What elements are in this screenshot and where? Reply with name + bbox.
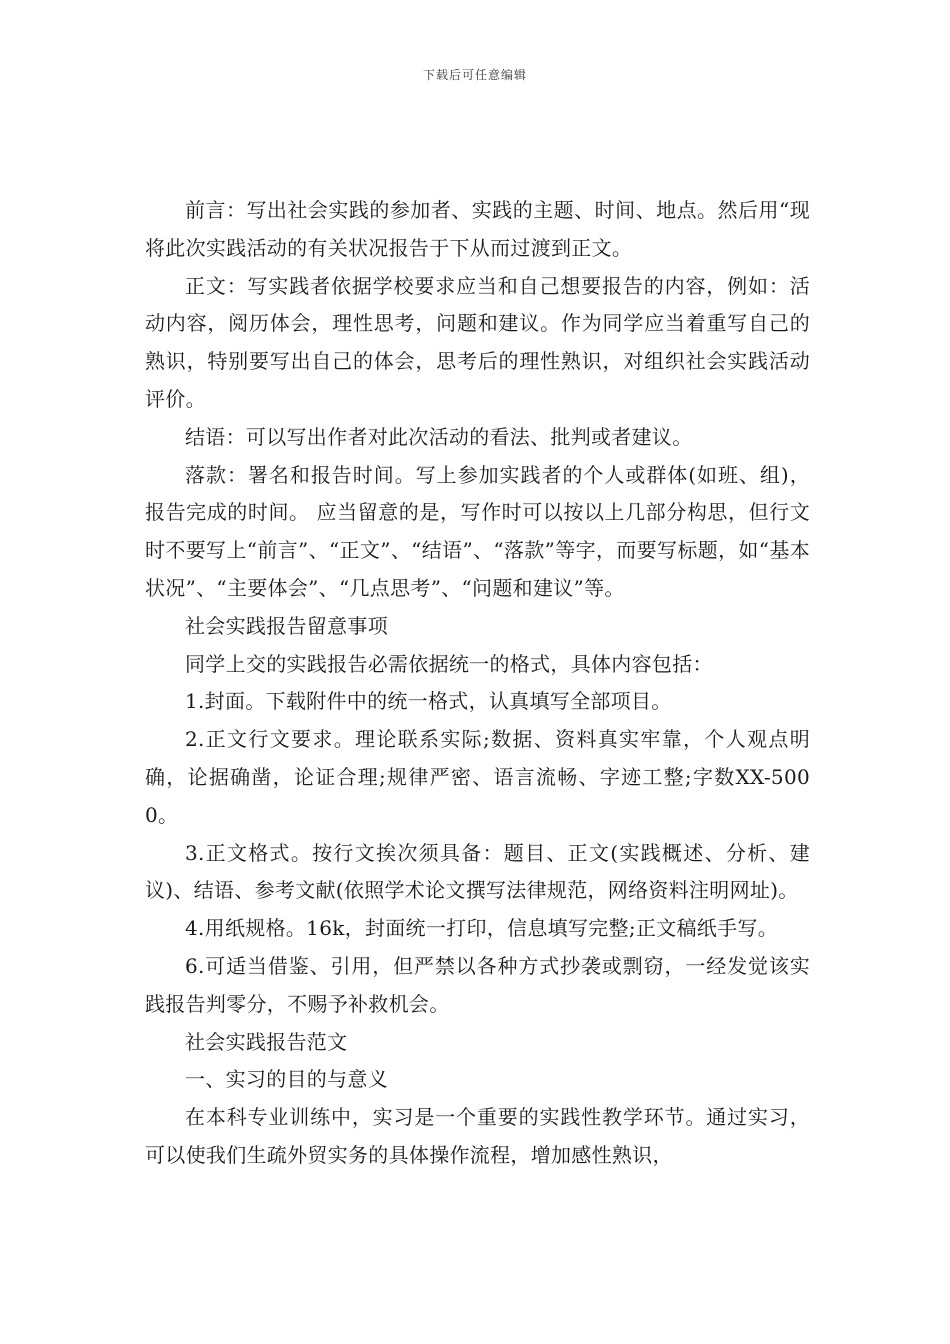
list-item-plagiarism: 6.可适当借鉴、引用，但严禁以各种方式抄袭或剽窃，一经发觉该实践报告判零分，不赐予补救机会。 bbox=[145, 953, 810, 1016]
list-item-cover: 1.封面。下载附件中的统一格式，认真填写全部项目。 bbox=[185, 689, 672, 714]
list-item-text-requirements: 2.正文行文要求。理论联系实际;数据、资料真实牢靠，个人观点明确，论据确凿，论证合理;规律严密、语言流畅、字迹工整;字数XX-5000。 bbox=[145, 727, 810, 827]
paragraph-body: 正文：写实践者依据学校要求应当和自己想要报告的内容，例如：活动内容，阅历体会，理性思考，问题和建议。作为同学应当着重写自己的熟识，特别要写出自己的体会，思考后的理性熟识，对组织社会实践活动评价。 bbox=[145, 273, 810, 411]
document-body bbox=[145, 192, 810, 1175]
section-heading-sample: 社会实践报告范文 bbox=[185, 1029, 348, 1054]
list-item-paper-size: 4.用纸规格。16k，封面统一打印，信息填写完整;正文稿纸手写。 bbox=[185, 916, 778, 941]
paragraph-purpose: 在本科专业训练中，实习是一个重要的实践性教学环节。通过实习，可以使我们生疏外贸实务的具体操作流程，增加感性熟识， bbox=[145, 1105, 810, 1167]
paragraph-conclusion: 结语：可以写出作者对此次活动的看法、批判或者建议。 bbox=[185, 424, 693, 449]
paragraph-format-intro: 同学上交的实践报告必需依据统一的格式，具体内容包括： bbox=[185, 651, 713, 676]
subheading-purpose: 一、实习的目的与意义 bbox=[185, 1067, 388, 1092]
paragraph-signature: 落款：署名和报告时间。写上参加实践者的个人或群体(如班、组)，报告完成的时间。 应当留意的是，写作时可以按以上几部分构思，但行文时不要写上“前言”、“正文”、“结语”、“落款”等字，而要写标题，如“基本状况”、“主要体会”、“几点思考”、“问题和建议”等。 bbox=[145, 462, 810, 600]
section-heading-notes: 社会实践报告留意事项 bbox=[185, 613, 388, 638]
paragraph-preface: 前言：写出社会实践的参加者、实践的主题、时间、地点。然后用“现将此次实践活动的有关状况报告于下从而过渡到正文。 bbox=[145, 198, 810, 260]
page-header: 下载后可任意编辑 bbox=[422, 68, 527, 82]
list-item-text-format: 3.正文格式。按行文挨次须具备：题目、正文(实践概述、分析、建议)、结语、参考文献(依照学术论文撰写法律规范，网络资料注明网址)。 bbox=[145, 840, 810, 903]
